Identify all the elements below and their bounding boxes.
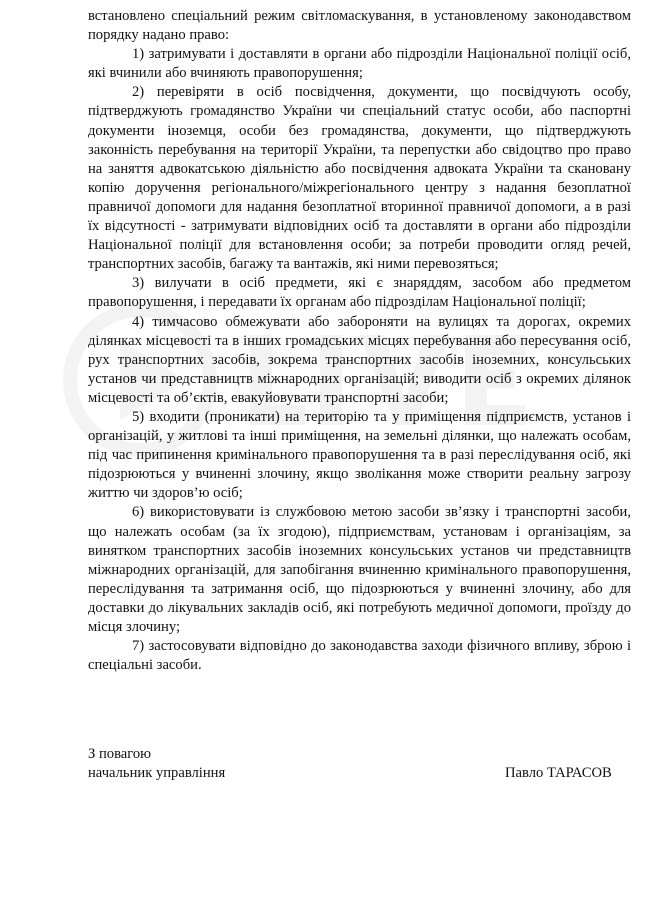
paragraph-item-4: 4) тимчасово обмежувати або забороняти на вулицях та дорогах, окремих ділянках місцевості та в інших громадських місцях перебування або пересування осіб, рух транспортних засобів, зокрема транспортних засобів іноземних, консульських установ чи представництв міжнародних організацій; виводити осіб з окремих ділянок місцевості та об’єктів, евакуйовувати транспортні засоби; <box>88 313 631 406</box>
letter-body <box>88 7 631 675</box>
closing-regards: З повагою <box>88 746 152 762</box>
paragraph-item-6: 6) використовувати із службовою метою засоби зв’язку і транспортні засоби, що належать особам (за їх згодою), підприємствам, установам і організаціям, за винятком транспортних засобів іноземних консульських установ чи представництв міжнародних організацій, для запобігання вчиненню кримінального правопорушення, переслідування та затримання осіб, що підозрюються у вчиненні злочину, або для доставки до лікувальних закладів осіб, які потребують медичної допомоги, проїзду до місця злочину; <box>88 504 631 635</box>
signer-name: Павло ТАРАСОВ <box>505 765 612 781</box>
signature-left <box>88 745 225 783</box>
paragraph-item-5: 5) входити (проникати) на територію та у приміщення підприємств, установ і організацій, у житлові та інші приміщення, на земельні ділянки, що належать особам, під час припинення кримінального правопорушення та в разі переслідування осіб, які підозрюються у вчиненні злочину, якщо зволікання може створити реальну загрозу життю чи здоров’ю осіб; <box>88 408 631 502</box>
paragraph-item-1: 1) затримувати і доставляти в органи або підрозділи Національної поліції осіб, які вчинили або вчиняють правопорушення; <box>88 46 631 82</box>
signer-position: начальник управління <box>88 765 226 782</box>
paragraph-item-7: 7) застосовувати відповідно до законодавства заходи фізичного впливу, зброю і спеціальні засоби. <box>88 638 631 674</box>
paragraph-intro: встановлено спеціальний режим світломаскування, в установленому законодавством порядку надано право: <box>88 8 631 44</box>
paragraph-item-2: 2) перевіряти в осіб посвідчення, документи, що посвідчують особу, підтверджують громадянство України чи спеціальний статус особи, або паспортні документи іноземця, особи без громадянства, документи, що підтверджують законність перебування на території України, та перепустки або свідоцтво про право на заняття адвокатською діяльністю або посвідчення адвоката України та скановану копію доручення регіонального/міжрегіонального центру з надання безоплатної правничої допомоги для надання безоплатної вторинної правничої допомоги, а в разі їх відсутності - затримувати відповідних осіб та доставляти в органи або підрозділи Національної поліції для встановлення особи; за потреби проводити огляд речей, транспортних засобів, багажу та вантажів, які ними перевозяться; <box>88 84 631 273</box>
paragraph-item-3: 3) вилучати в осіб предмети, які є знаряддям, засобом або предметом правопорушення, і передавати їх органам або підрозділам Національної поліції; <box>88 275 631 311</box>
